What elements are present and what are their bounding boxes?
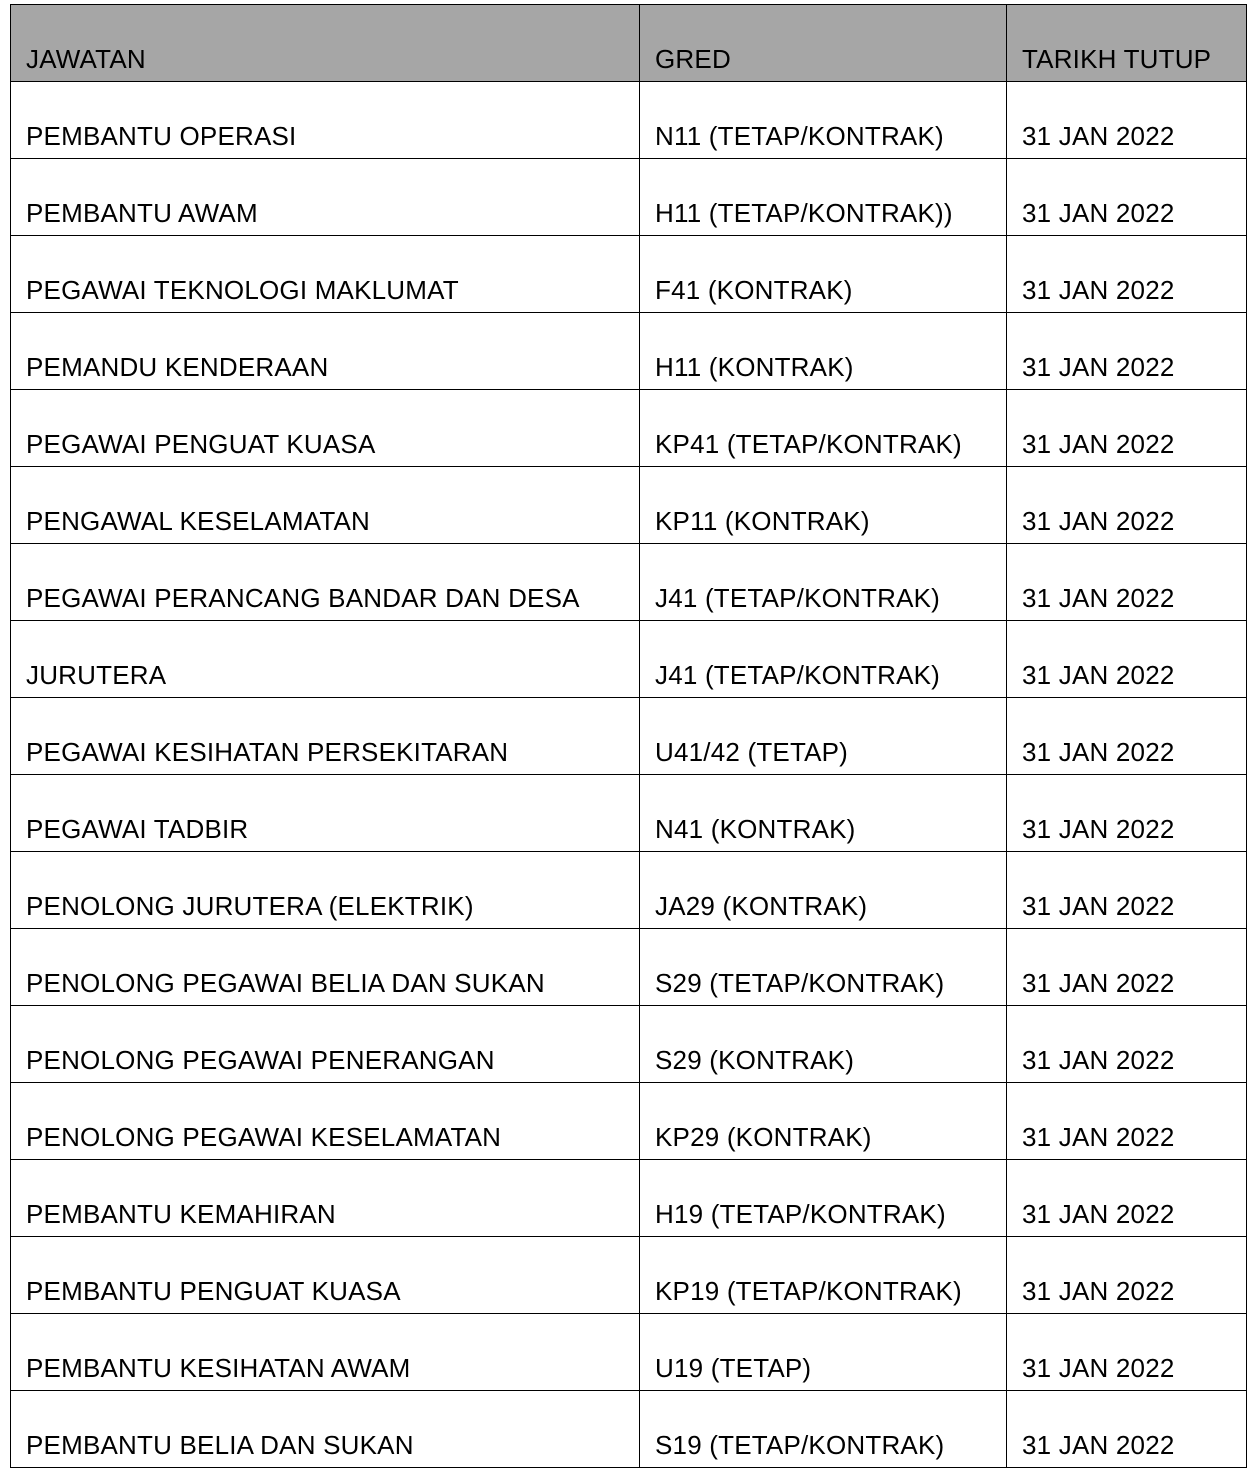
gred-cell: N11 (TETAP/KONTRAK) bbox=[640, 82, 1007, 159]
tarikh-tutup-cell: 31 JAN 2022 bbox=[1007, 1391, 1247, 1468]
table-row bbox=[11, 82, 1247, 159]
jawatan-cell: PEGAWAI PENGUAT KUASA bbox=[11, 390, 640, 467]
table-row bbox=[11, 1391, 1247, 1468]
table-row bbox=[11, 621, 1247, 698]
jawatan-cell: PEGAWAI KESIHATAN PERSEKITARAN bbox=[11, 698, 640, 775]
gred-cell: H11 (KONTRAK) bbox=[640, 313, 1007, 390]
gred-cell: F41 (KONTRAK) bbox=[640, 236, 1007, 313]
jawatan-cell: PENOLONG PEGAWAI KESELAMATAN bbox=[11, 1083, 640, 1160]
table-row bbox=[11, 852, 1247, 929]
jawatan-cell: JURUTERA bbox=[11, 621, 640, 698]
table-row bbox=[11, 236, 1247, 313]
table-row bbox=[11, 1160, 1247, 1237]
gred-cell: J41 (TETAP/KONTRAK) bbox=[640, 544, 1007, 621]
jawatan-cell: PEGAWAI TADBIR bbox=[11, 775, 640, 852]
jawatan-cell: PEMBANTU KESIHATAN AWAM bbox=[11, 1314, 640, 1391]
table-row bbox=[11, 1083, 1247, 1160]
jawatan-cell: PENGAWAL KESELAMATAN bbox=[11, 467, 640, 544]
table-header bbox=[11, 5, 1247, 82]
table-row bbox=[11, 775, 1247, 852]
table-row bbox=[11, 467, 1247, 544]
tarikh-tutup-cell: 31 JAN 2022 bbox=[1007, 929, 1247, 1006]
gred-cell: KP41 (TETAP/KONTRAK) bbox=[640, 390, 1007, 467]
tarikh-tutup-cell: 31 JAN 2022 bbox=[1007, 1083, 1247, 1160]
tarikh-tutup-cell: 31 JAN 2022 bbox=[1007, 313, 1247, 390]
table-body bbox=[11, 82, 1247, 1468]
tarikh-tutup-cell: 31 JAN 2022 bbox=[1007, 390, 1247, 467]
tarikh-tutup-cell: 31 JAN 2022 bbox=[1007, 698, 1247, 775]
gred-cell: S29 (TETAP/KONTRAK) bbox=[640, 929, 1007, 1006]
gred-cell: U19 (TETAP) bbox=[640, 1314, 1007, 1391]
tarikh-tutup-cell: 31 JAN 2022 bbox=[1007, 236, 1247, 313]
tarikh-tutup-cell: 31 JAN 2022 bbox=[1007, 775, 1247, 852]
tarikh-tutup-cell: 31 JAN 2022 bbox=[1007, 467, 1247, 544]
jawatan-cell: PEMBANTU KEMAHIRAN bbox=[11, 1160, 640, 1237]
tarikh-tutup-cell: 31 JAN 2022 bbox=[1007, 852, 1247, 929]
jawatan-cell: PEMBANTU BELIA DAN SUKAN bbox=[11, 1391, 640, 1468]
job-vacancy-table-container bbox=[10, 4, 1246, 1468]
jawatan-cell: PEMBANTU AWAM bbox=[11, 159, 640, 236]
tarikh-tutup-cell: 31 JAN 2022 bbox=[1007, 1237, 1247, 1314]
table-row bbox=[11, 929, 1247, 1006]
table-row bbox=[11, 390, 1247, 467]
gred-cell: H11 (TETAP/KONTRAK)) bbox=[640, 159, 1007, 236]
header-tarikh-tutup: TARIKH TUTUP bbox=[1007, 5, 1247, 82]
jawatan-cell: PEMBANTU OPERASI bbox=[11, 82, 640, 159]
table-row bbox=[11, 159, 1247, 236]
gred-cell: U41/42 (TETAP) bbox=[640, 698, 1007, 775]
table-row bbox=[11, 313, 1247, 390]
jawatan-cell: PENOLONG PEGAWAI PENERANGAN bbox=[11, 1006, 640, 1083]
jawatan-cell: PENOLONG JURUTERA (ELEKTRIK) bbox=[11, 852, 640, 929]
jawatan-cell: PEGAWAI TEKNOLOGI MAKLUMAT bbox=[11, 236, 640, 313]
table-row bbox=[11, 544, 1247, 621]
jawatan-cell: PENOLONG PEGAWAI BELIA DAN SUKAN bbox=[11, 929, 640, 1006]
tarikh-tutup-cell: 31 JAN 2022 bbox=[1007, 544, 1247, 621]
jawatan-cell: PEGAWAI PERANCANG BANDAR DAN DESA bbox=[11, 544, 640, 621]
job-vacancy-table bbox=[10, 4, 1247, 1468]
gred-cell: JA29 (KONTRAK) bbox=[640, 852, 1007, 929]
table-row bbox=[11, 1314, 1247, 1391]
header-gred: GRED bbox=[640, 5, 1007, 82]
table-row bbox=[11, 698, 1247, 775]
gred-cell: KP11 (KONTRAK) bbox=[640, 467, 1007, 544]
tarikh-tutup-cell: 31 JAN 2022 bbox=[1007, 1160, 1247, 1237]
gred-cell: KP29 (KONTRAK) bbox=[640, 1083, 1007, 1160]
gred-cell: S19 (TETAP/KONTRAK) bbox=[640, 1391, 1007, 1468]
tarikh-tutup-cell: 31 JAN 2022 bbox=[1007, 1314, 1247, 1391]
header-row bbox=[11, 5, 1247, 82]
header-jawatan: JAWATAN bbox=[11, 5, 640, 82]
tarikh-tutup-cell: 31 JAN 2022 bbox=[1007, 621, 1247, 698]
tarikh-tutup-cell: 31 JAN 2022 bbox=[1007, 1006, 1247, 1083]
tarikh-tutup-cell: 31 JAN 2022 bbox=[1007, 82, 1247, 159]
table-row bbox=[11, 1006, 1247, 1083]
gred-cell: KP19 (TETAP/KONTRAK) bbox=[640, 1237, 1007, 1314]
gred-cell: S29 (KONTRAK) bbox=[640, 1006, 1007, 1083]
table-row bbox=[11, 1237, 1247, 1314]
jawatan-cell: PEMANDU KENDERAAN bbox=[11, 313, 640, 390]
gred-cell: N41 (KONTRAK) bbox=[640, 775, 1007, 852]
jawatan-cell: PEMBANTU PENGUAT KUASA bbox=[11, 1237, 640, 1314]
tarikh-tutup-cell: 31 JAN 2022 bbox=[1007, 159, 1247, 236]
gred-cell: J41 (TETAP/KONTRAK) bbox=[640, 621, 1007, 698]
gred-cell: H19 (TETAP/KONTRAK) bbox=[640, 1160, 1007, 1237]
